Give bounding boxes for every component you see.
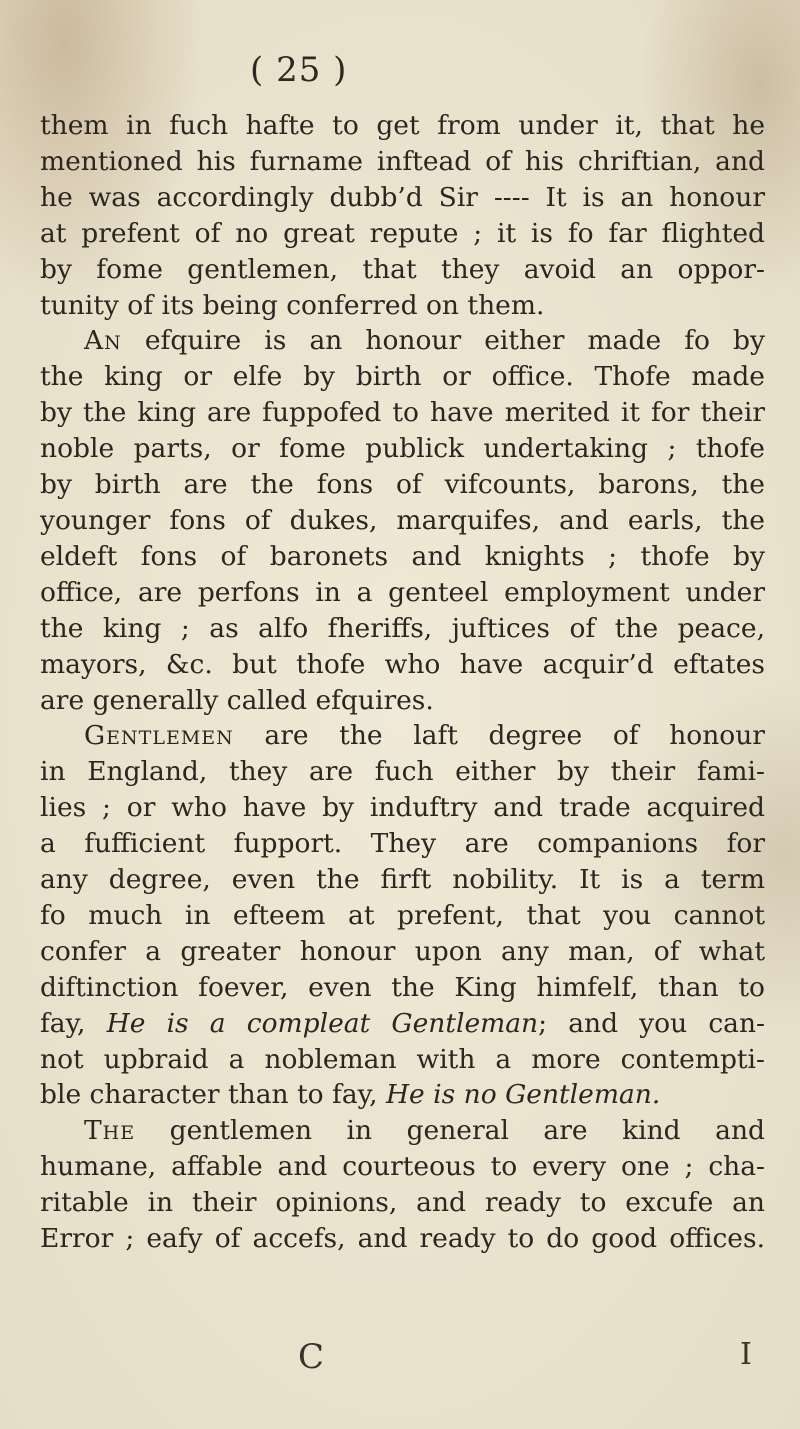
text-line: mentioned his furname inftead of his chriftian, and bbox=[40, 145, 765, 177]
paragraph-gentlemen-first-line bbox=[40, 718, 765, 754]
text-line: them in fuch hafte to get from under it, that he bbox=[40, 110, 765, 141]
page-number: ( 25 ) bbox=[250, 50, 348, 90]
text-line: ritable in their opinions, and ready to excufe an bbox=[40, 1187, 765, 1219]
text-line: he was accordingly dubb’d Sir ---- It is an honour bbox=[40, 181, 765, 213]
lead-word: Gentlemen bbox=[84, 720, 234, 752]
text-line: a fufficient fupport. They are companions for bbox=[40, 828, 765, 860]
text-fragment: gentlemen in general are kind and bbox=[169, 1115, 765, 1147]
text-line: mayors, &c. but thofe who have acquir’d eftates bbox=[40, 648, 765, 680]
text-line: office, are perfons in a genteel employment under bbox=[40, 576, 765, 608]
text-fragment: efquire is an honour either made fo by bbox=[144, 325, 765, 357]
paragraph-esquire-first-line bbox=[40, 323, 765, 359]
text-line: lies ; or who have by induftry and trade acquired bbox=[40, 792, 765, 824]
signature-mark: C bbox=[298, 1337, 325, 1377]
text-line: fo much in efteem at prefent, that you cannot bbox=[40, 899, 765, 931]
text-line: younger fons of dukes, marquifes, and earls, the bbox=[40, 504, 765, 536]
catchword: I bbox=[740, 1337, 752, 1372]
text-fragment: ble character than to fay, bbox=[40, 1079, 378, 1111]
text-line: confer a greater honour upon any man, of what bbox=[40, 935, 765, 967]
text-line: tunity of its being conferred on them. bbox=[40, 289, 545, 321]
italic-phrase: He is no Gentleman. bbox=[385, 1079, 661, 1111]
italic-phrase: He is a compleat Gentleman bbox=[106, 1007, 539, 1039]
text-fragment: ; and you can- bbox=[538, 1007, 765, 1039]
text-line: by birth are the fons of vifcounts, barons, the bbox=[40, 469, 765, 501]
text-line: diftinction foever, even the King himfelf, than to bbox=[40, 971, 765, 1003]
text-line: by fome gentlemen, that they avoid an oppor- bbox=[40, 253, 765, 285]
text-line: Error ; eafy of accefs, and ready to do good offices. bbox=[40, 1223, 765, 1255]
text-line: at prefent of no great repute ; it is fo far flighted bbox=[40, 217, 765, 249]
body-text bbox=[40, 108, 765, 1257]
text-line: not upbraid a nobleman with a more contempti- bbox=[40, 1043, 765, 1075]
text-fragment: are the laft degree of honour bbox=[264, 720, 765, 752]
text-line: are generally called efquires. bbox=[40, 684, 434, 716]
text-line: noble parts, or fome publick undertaking ; thofe bbox=[40, 433, 765, 465]
text-line: eldeft fons of baronets and knights ; thofe by bbox=[40, 540, 765, 572]
paragraph-character-first-line bbox=[40, 1113, 765, 1149]
text-line: any degree, even the firft nobility. It is a term bbox=[40, 864, 765, 896]
text-line-with-italic bbox=[40, 1077, 765, 1113]
text-line: the king ; as alfo fheriffs, juftices of the peace, bbox=[40, 612, 765, 644]
page-footer bbox=[0, 1337, 800, 1377]
lead-word: An bbox=[84, 325, 122, 357]
text-line: the king or elfe by birth or office. Thofe made bbox=[40, 361, 765, 393]
text-fragment: fay, bbox=[40, 1007, 86, 1039]
text-line: by the king are fuppofed to have merited it for their bbox=[40, 397, 765, 429]
text-line: in England, they are fuch either by their fami- bbox=[40, 756, 765, 788]
text-line: humane, affable and courteous to every one ; cha- bbox=[40, 1151, 765, 1183]
lead-word: The bbox=[84, 1115, 136, 1147]
text-line-with-italic bbox=[40, 1006, 765, 1042]
